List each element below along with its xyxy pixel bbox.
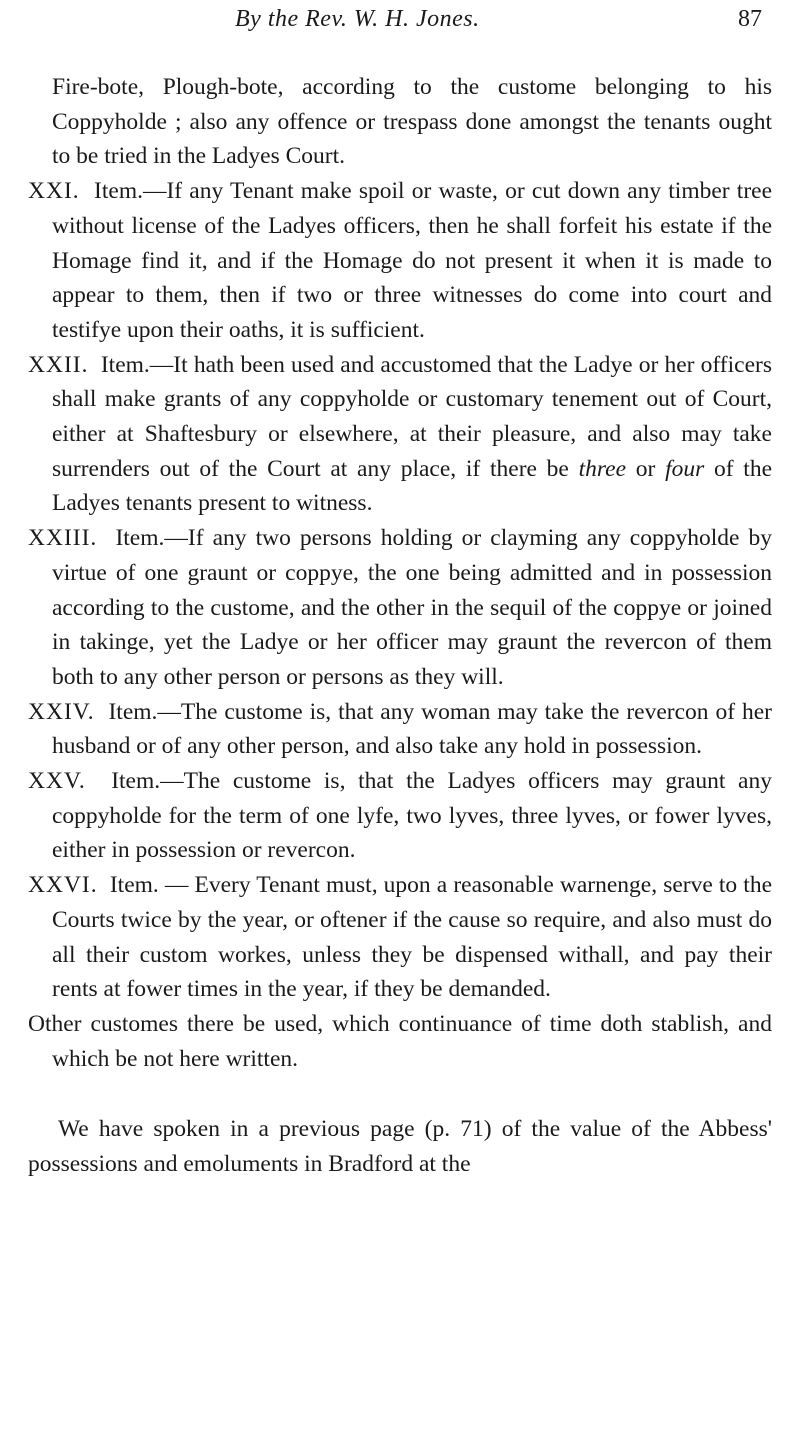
item-text: or: [626, 455, 666, 482]
item-xxvi: [0, 868, 800, 1007]
item-text: of the Ladyes tenants present to witness.: [52, 455, 772, 517]
item-italic: three: [578, 455, 627, 482]
item-text: Item.—The custome is, that any woman may take the revercon of her husband or of any other person, and also take any hold in possession.: [52, 698, 772, 760]
item-text: Item.—It hath been used and accustomed that the Ladye or her officers shall make grants of any coppyholde or customary tenement out of Court, either at Shaftesbury or elsewhere, at their pleasure, and also may take surrenders out of the Court at any place, if there be: [52, 351, 772, 482]
item-xxv: [0, 764, 800, 868]
item-xxiv: [0, 695, 800, 764]
opening-continuation: Fire-bote, Plough-bote, according to the custome belonging to his Coppyholde ; also any offence or trespass done amongst the tenants ought to be tried in the Ladyes Court.: [52, 74, 772, 170]
item-text: Item.—The custome is, that the Ladyes officers may graunt any coppyholde for the term of one lyfe, two lyves, three lyves, or fower lyves, either in possession or revercon.: [52, 768, 772, 864]
item-xxiii: [0, 521, 800, 695]
item-text: Item. — Every Tenant must, upon a reasonable warnenge, serve to the Courts twice by the year, or oftener if the cause so require, and also must do all their custom workes, unless they be dispensed withall, and pay their rents at fower times in the year, if they be demanded.: [52, 872, 773, 1003]
item-number: XXII.: [28, 351, 89, 378]
page-header: [0, 6, 800, 42]
item-xxi: [0, 174, 800, 348]
item-italic: four: [665, 455, 705, 482]
item-number: XXV.: [28, 768, 86, 795]
page-body: [0, 70, 800, 1182]
item-number: XXIII.: [28, 525, 98, 552]
item-text: Item.—If any Tenant make spoil or waste, or cut down any timber tree without license of the Ladyes officers, then he shall forfeit his estate if the Homage find it, and if the Homage do not present it when it is made to appear to them, then if two or three witnesses do come into court and testifye upon their oaths, it is sufficient.: [52, 178, 773, 343]
section-gap: [0, 1076, 800, 1112]
item-number: XXIV.: [28, 698, 95, 725]
item-number: XXI.: [28, 178, 80, 205]
item-text: Item.—If any two persons holding or clayming any coppyholde by virtue of one graunt or coppye, the one being admitted and in possession according to the custome, and the other in the sequil of the coppye or joined in takinge, yet the Ladye or her officer may graunt the revercon of them both to any other person or persons as they will.: [52, 525, 772, 690]
item-xxii: [0, 348, 800, 522]
running-title: By the Rev. W. H. Jones.: [235, 6, 480, 32]
page-number: 87: [738, 6, 762, 32]
final-paragraph: We have spoken in a previous page (p. 71) of the value of the Abbess' possessions and emoluments in Bradford at the: [28, 1116, 772, 1178]
item-number: XXVI.: [28, 872, 98, 899]
closing-statement: Other customes there be used, which continuance of time doth stablish, and which be not here written.: [28, 1010, 772, 1072]
